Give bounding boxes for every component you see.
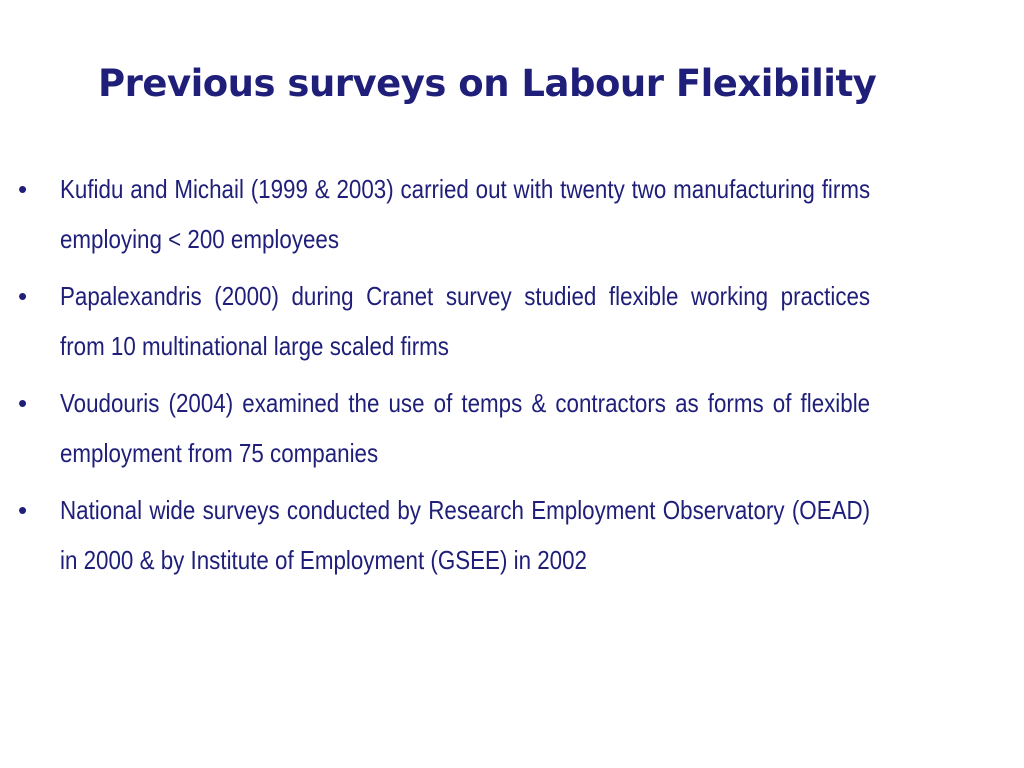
bullet-text: Voudouris (2004) examined the use of temps & contractors as forms of flexible employment from 75 companies <box>60 388 871 468</box>
bullet-text: National wide surveys conducted by Research Employment Observatory (OEAD) in 2000 & by Institute of Employment (GSEE) in 2002 <box>60 495 871 575</box>
bullet-text: Papalexandris (2000) during Cranet survey studied flexible working practices from 10 multinational large scaled firms <box>60 281 871 361</box>
bullet-icon: • <box>18 174 28 204</box>
slide-title: Previous surveys on Labour Flexibility <box>98 62 877 105</box>
bullet-icon: • <box>18 388 28 418</box>
bullet-list <box>16 164 1002 592</box>
bullet-text: Kufidu and Michail (1999 & 2003) carried out with twenty two manufacturing firms employing < 200 employees <box>60 174 871 254</box>
list-item <box>16 164 1002 264</box>
bullet-icon: • <box>18 495 28 525</box>
list-item <box>16 378 1002 478</box>
list-item <box>16 271 1002 371</box>
bullet-icon: • <box>18 281 28 311</box>
list-item <box>16 485 1002 585</box>
